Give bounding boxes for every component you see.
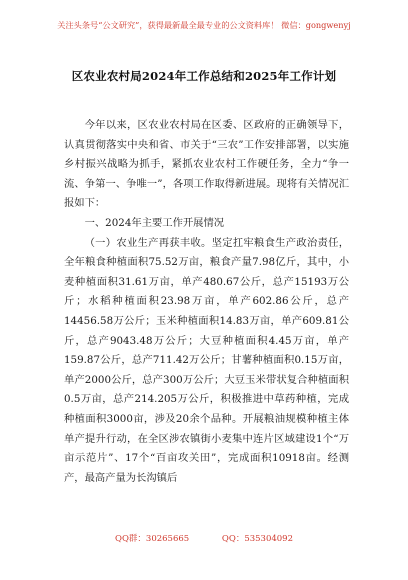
section-heading: 一、2024年主要工作开展情况 [84, 216, 225, 229]
paragraph-agriculture-production: （一）农业生产再获丰收。坚定扛牢粮食生产政治责任，全年粮食种植面积75.52万亩，粮食产量7.98亿斤，其中，小麦种植面积31.61万亩，单产480.67公斤，总产15193万公斤；水稻种植面积23.98万亩，单产602.86公斤，总产14456.58万公斤；玉米种植面积14.83万亩，单产609.81公斤，总产9043.48万公斤；大豆种植面积4.45万亩，单产159.87公斤，总产711.42万公斤；甘薯种植面积0.15万亩，单产2000公斤，总产300万公斤；大豆玉米带状复合种植面积0.5万亩，总产214.205万公斤，积极推进中草药种植，完成种植面积3000亩，涉及20余个品种。开展粮油规模种植主体单产提升行动，在全区涉农镇街小麦集中连片区域建设1个“万亩示范片”、17个“百亩攻关田”，完成面积10918亩。经测产，最高产量为长沟镇后 [64, 236, 349, 484]
qq-group: QQ群：30265665 [114, 534, 190, 544]
document-body [64, 116, 349, 488]
document-title: 区农业农村局2024年工作总结和2025年工作计划 [71, 69, 337, 83]
qq-number: QQ：535304092 [221, 534, 293, 544]
intro-paragraph: 今年以来，区农业农村局在区委、区政府的正确领导下，认真贯彻落实中央和省、市关于“三农”工作安排部署，以实施乡村振兴战略为抓手，紧抓农业农村工作硬任务，全力“争一流、争第一、争唯一”，各项工作取得新进展。现将有关情况汇报如下： [64, 119, 349, 210]
header-note: 关注头条号“公文研究”，获得最新最全最专业的公文资料库！ 微信：gongwenyj [57, 20, 351, 30]
footer-contact [0, 532, 408, 544]
